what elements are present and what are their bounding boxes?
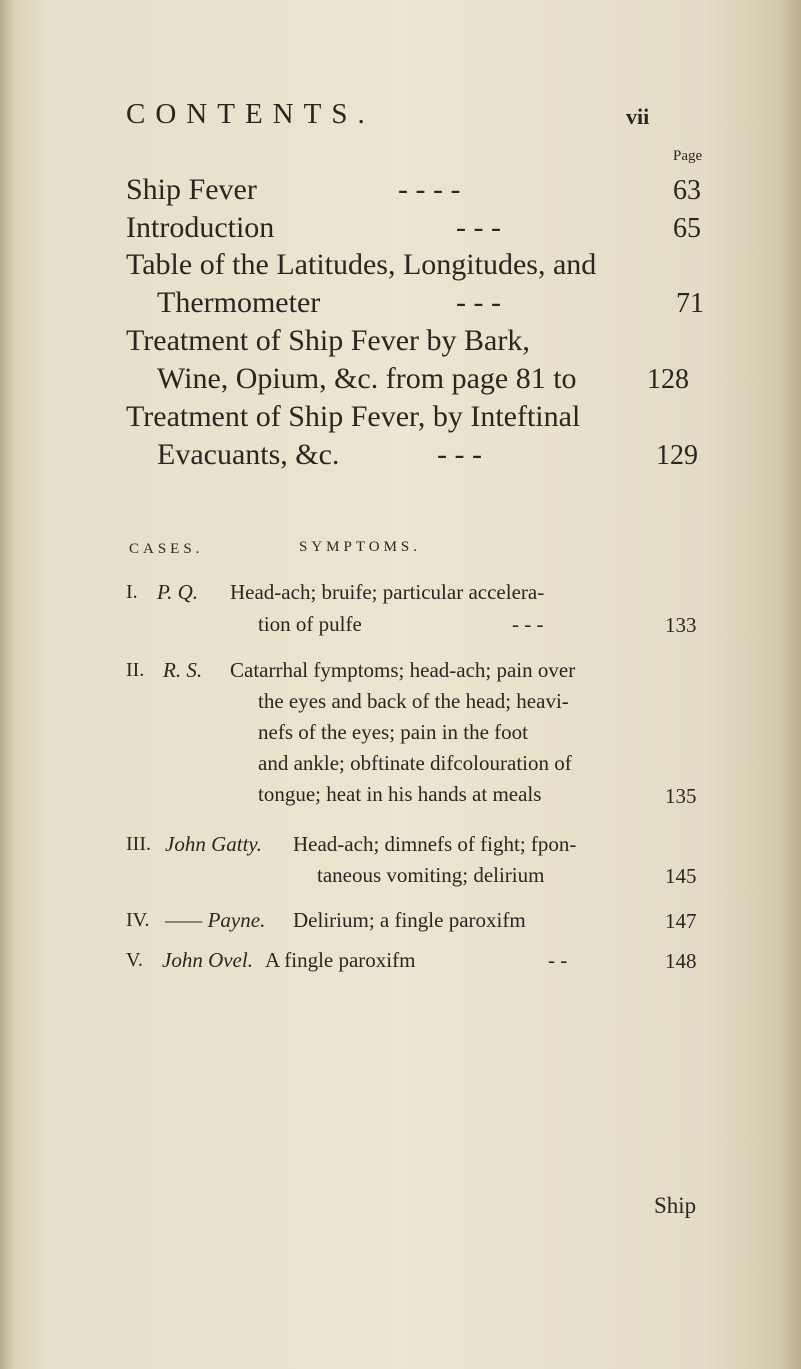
case-numeral: II. (126, 659, 145, 681)
case-page-number: 145 (665, 864, 697, 888)
case-symptom-line: nefs of the eyes; pain in the foot (258, 720, 529, 744)
entry-leader-dashes: - - - (456, 211, 501, 244)
case-numeral: IV. (126, 909, 150, 931)
entry-line: Treatment of Ship Fever, by Inteftinal (126, 400, 581, 433)
entry-leader-dashes: - - - (437, 438, 482, 471)
page-edge-shading (779, 0, 801, 1369)
entry-page-number: 63 (673, 175, 701, 206)
case-symptom-line: and ankle; obftinate difcolouration of (258, 751, 572, 775)
symptoms-column-header: SYMPTOMS. (299, 539, 422, 555)
entry-line: Evacuants, &c. (157, 438, 340, 471)
case-symptom-line: taneous vomiting; delirium (317, 863, 545, 887)
case-numeral: III. (126, 833, 151, 855)
running-title: CONTENTS. (126, 98, 375, 130)
entry-line: Thermometer (157, 286, 321, 319)
entry-page-number: 129 (656, 440, 698, 471)
case-page-number: 147 (665, 909, 697, 933)
entry-line: Treatment of Ship Fever by Bark, (126, 324, 530, 357)
case-page-number: 148 (665, 949, 697, 973)
case-numeral: I. (126, 581, 138, 603)
entry-page-number: 128 (647, 364, 689, 395)
case-symptom-line: A fingle paroxifm (265, 948, 416, 972)
page-column-label: Page (673, 148, 703, 164)
case-symptom-line: tongue; heat in his hands at meals (258, 782, 542, 806)
cases-column-header: CASES. (129, 541, 204, 557)
page-fold-shadow (0, 0, 14, 1369)
entry-leader-dashes: - - - - (398, 173, 461, 206)
entry-page-number: 65 (673, 213, 701, 244)
case-symptom-line: Head-ach; dimnefs of fight; fpon- (293, 832, 577, 856)
entry-page-number: 71 (676, 288, 704, 319)
case-patient-name: John Gatty. (165, 832, 262, 856)
case-page-number: 135 (665, 784, 697, 808)
case-patient-name: John Ovel. (162, 948, 253, 972)
entry-line: Table of the Latitudes, Longitudes, and (126, 248, 597, 281)
case-page-number: 133 (665, 613, 697, 637)
case-symptom-line: Delirium; a fingle paroxifm (293, 908, 526, 932)
case-symptom-line: tion of pulfe (258, 612, 362, 636)
case-numeral: V. (126, 949, 143, 971)
entry-line: Introduction (126, 211, 275, 244)
case-symptom-line: the eyes and back of the head; heavi- (258, 689, 569, 713)
case-patient-name: P. Q. (157, 580, 199, 604)
case-patient-name: —— Payne. (165, 908, 266, 932)
entry-line: Ship Fever (126, 173, 257, 206)
case-patient-name: R. S. (163, 658, 203, 682)
folio-number: vii (626, 104, 650, 129)
entry-line: Wine, Opium, &c. from page 81 to (157, 362, 577, 395)
case-symptom-line: Catarrhal fymptoms; head-ach; pain over (230, 658, 576, 682)
entry-leader-dashes: - - - (456, 286, 501, 319)
case-leader-dashes: - - (548, 948, 568, 972)
catchword: Ship (654, 1193, 697, 1218)
case-leader-dashes: - - - (512, 612, 544, 636)
case-symptom-line: Head-ach; bruife; particular accelera- (230, 580, 545, 604)
